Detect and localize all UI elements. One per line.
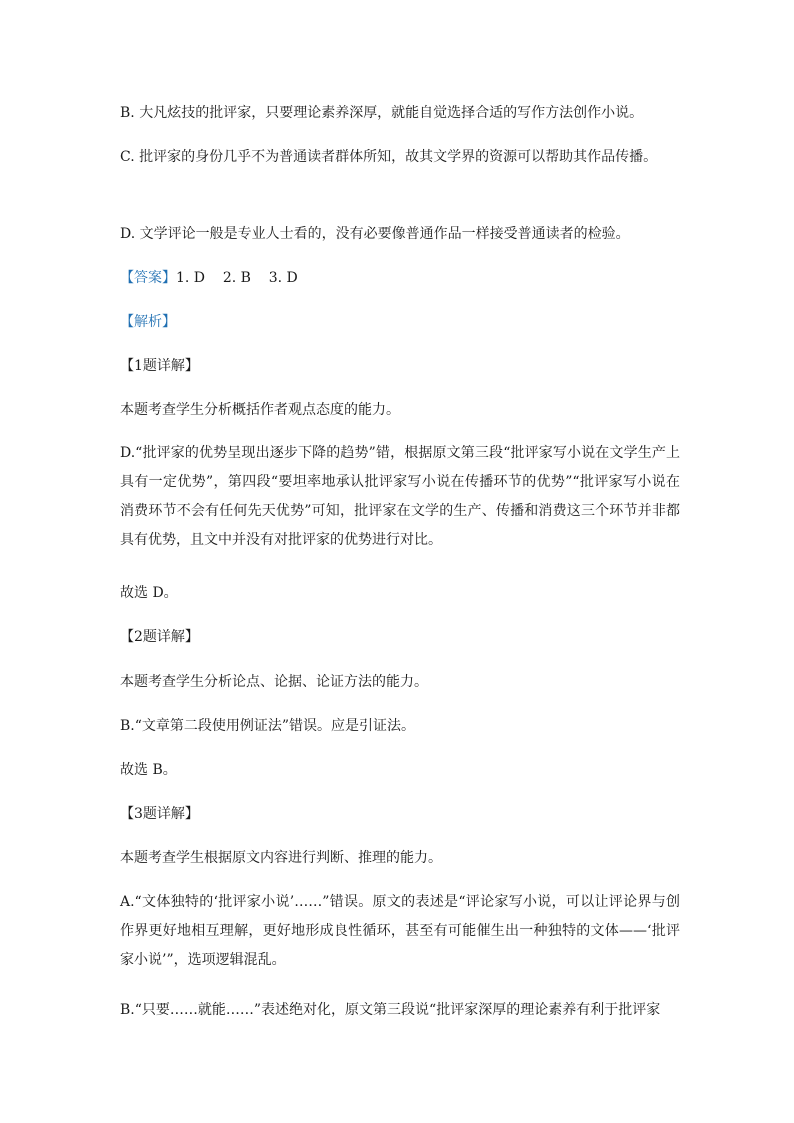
q2-intro: 本题考查学生分析论点、论据、论证方法的能力。 xyxy=(120,674,428,690)
answer-text: 1. D 2. B 3. D xyxy=(176,270,298,286)
option-d: D. 文学评论一般是专业人士看的，没有必要像普通作品一样接受普通读者的检验。 xyxy=(120,226,630,242)
q3-detail-b: B.“只要……就能……”表述绝对化，原文第三段说“批评家深厚的理论素养有利于批评家 xyxy=(120,1002,661,1018)
q3-intro: 本题考查学生根据原文内容进行判断、推理的能力。 xyxy=(120,850,442,866)
q1-conclusion: 故选 D。 xyxy=(120,585,178,601)
q1-intro: 本题考查学生分析概括作者观点态度的能力。 xyxy=(120,402,400,418)
option-c: C. 批评家的身份几乎不为普通读者群体所知，故其文学界的资源可以帮助其作品传播。 xyxy=(120,149,658,165)
q2-heading: 【2题详解】 xyxy=(120,629,199,645)
q2-conclusion: 故选 B。 xyxy=(120,762,177,778)
q1-detail: D.“批评家的优势呈现出逐步下降的趋势”错，根据原文第三段“批评家写小说在文学生产上具有一定优势”，第四段“要坦率地承认批评家写小说在传播环节的优势”“批评家写小说在消费环节不会有任何先天优势”可知，批评家在文学的生产、传播和消费这三个环节并非都具有优势，且文中并没有对批评家的优势进行对比。 xyxy=(120,445,680,548)
answer-row xyxy=(120,268,680,288)
q3-detail-a: A.“文体独特的‘批评家小说’……”错误。原文的表述是“评论家写小说，可以让评论界与创作界更好地相互理解，更好地形成良性循环，甚至有可能催生出一种独特的文体——‘批评家小说’”，选项逻辑混乱。 xyxy=(120,894,680,968)
analysis-label: 【解析】 xyxy=(120,314,176,330)
q3-heading: 【3题详解】 xyxy=(120,806,199,822)
q1-heading: 【1题详解】 xyxy=(120,358,199,374)
option-b: B. 大凡炫技的批评家，只要理论素养深厚，就能自觉选择合适的写作方法创作小说。 xyxy=(120,105,644,121)
q2-detail: B.“文章第二段使用例证法”错误。应是引证法。 xyxy=(120,718,416,734)
answer-label: 【答案】 xyxy=(120,270,176,286)
